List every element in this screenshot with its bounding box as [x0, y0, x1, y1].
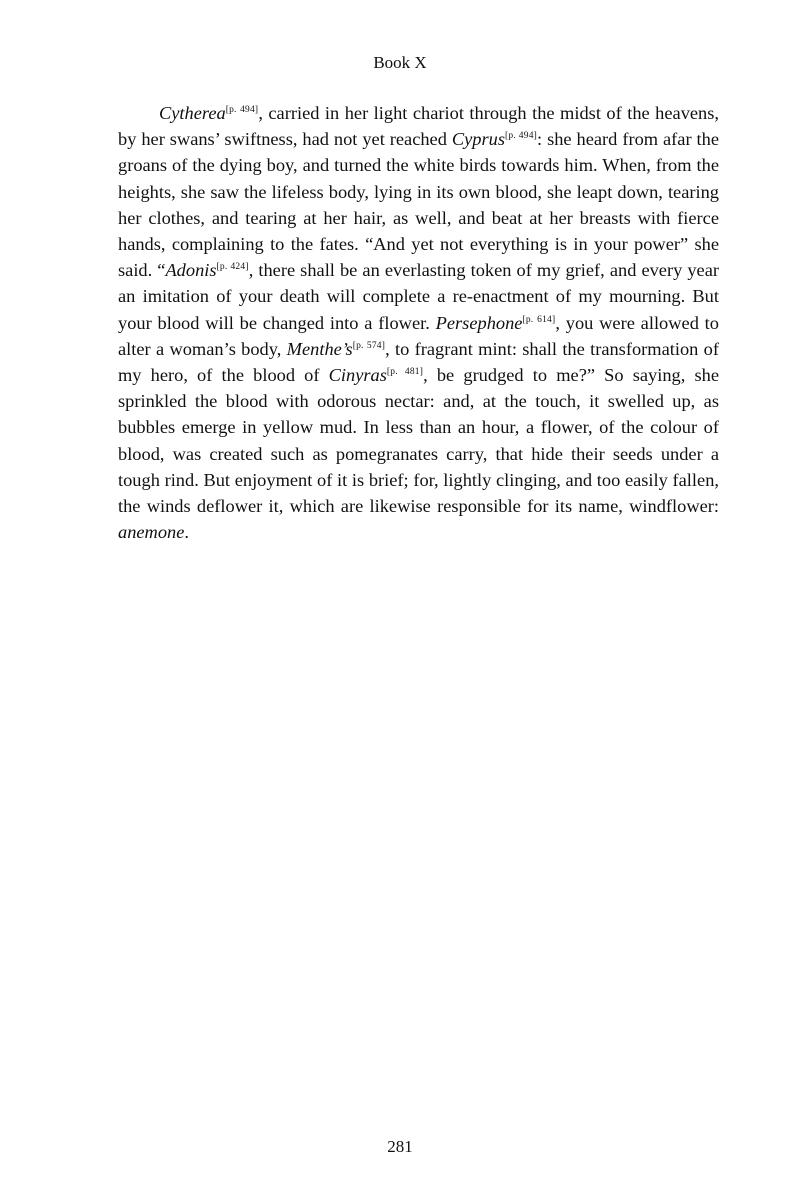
name-persephone: Persephone	[435, 312, 523, 333]
text-run: , be grudged to me?” So saying, she sprinkled the blood with odorous nectar: and, at the touch, it swelled up, as bubbles emerge in yellow mud. In less than an hour, a flower, of the colour of blood, was created such as pomegranates carry, that hide their seeds under a tough rind. But enjoyment of it is brief; for, lightly clinging, and too easily fallen, the winds deflower it, which are likewise responsible for its name, windflower:	[118, 365, 719, 517]
body-paragraph	[118, 100, 719, 545]
page-reference: [p. 424]	[216, 262, 249, 273]
text-run: , you were allowed to alter a woman’s body,	[118, 312, 719, 359]
name-cyprus: Cyprus	[451, 129, 505, 150]
name-menthe: Menthe’s	[286, 338, 353, 359]
page-reference: [p. 494]	[225, 105, 259, 115]
page-reference: [p. 614]	[522, 314, 556, 325]
page-reference: [p. 481]	[386, 367, 424, 378]
text-run: , to fragrant mint: shall the transformation of my hero, of the blood of	[118, 338, 719, 386]
text-run: , carried in her light chariot through the midst of the heavens, by her swans’ swiftness, had not yet reached	[118, 103, 719, 150]
name-adonis: Adonis	[165, 260, 217, 281]
page-reference: [p. 574]	[352, 340, 386, 351]
name-cinyras: Cinyras	[328, 365, 387, 386]
text-run: : she heard from afar the groans of the dying boy, and turned the white birds towards him. When, from the heights, she saw the lifeless body, lying in its own blood, she leapt down, tearing her clothes, and tearing at her hair, as well, and beat at her breasts with fierce hands, complaining to the fates. “And yet not everything is in your power” she said. “	[118, 129, 719, 281]
text-run: .	[184, 522, 189, 543]
page-reference: [p. 494]	[505, 131, 538, 142]
page-number: 281	[387, 1137, 413, 1156]
word-anemone: anemone	[118, 522, 185, 543]
name-cytherea: Cytherea	[159, 103, 226, 123]
text-run: , there shall be an everlasting token of my grief, and every year an imitation of your death will complete a re-enactment of my mourning. But your blood will be changed into a flower.	[118, 260, 720, 333]
running-head: Book X	[373, 53, 427, 72]
